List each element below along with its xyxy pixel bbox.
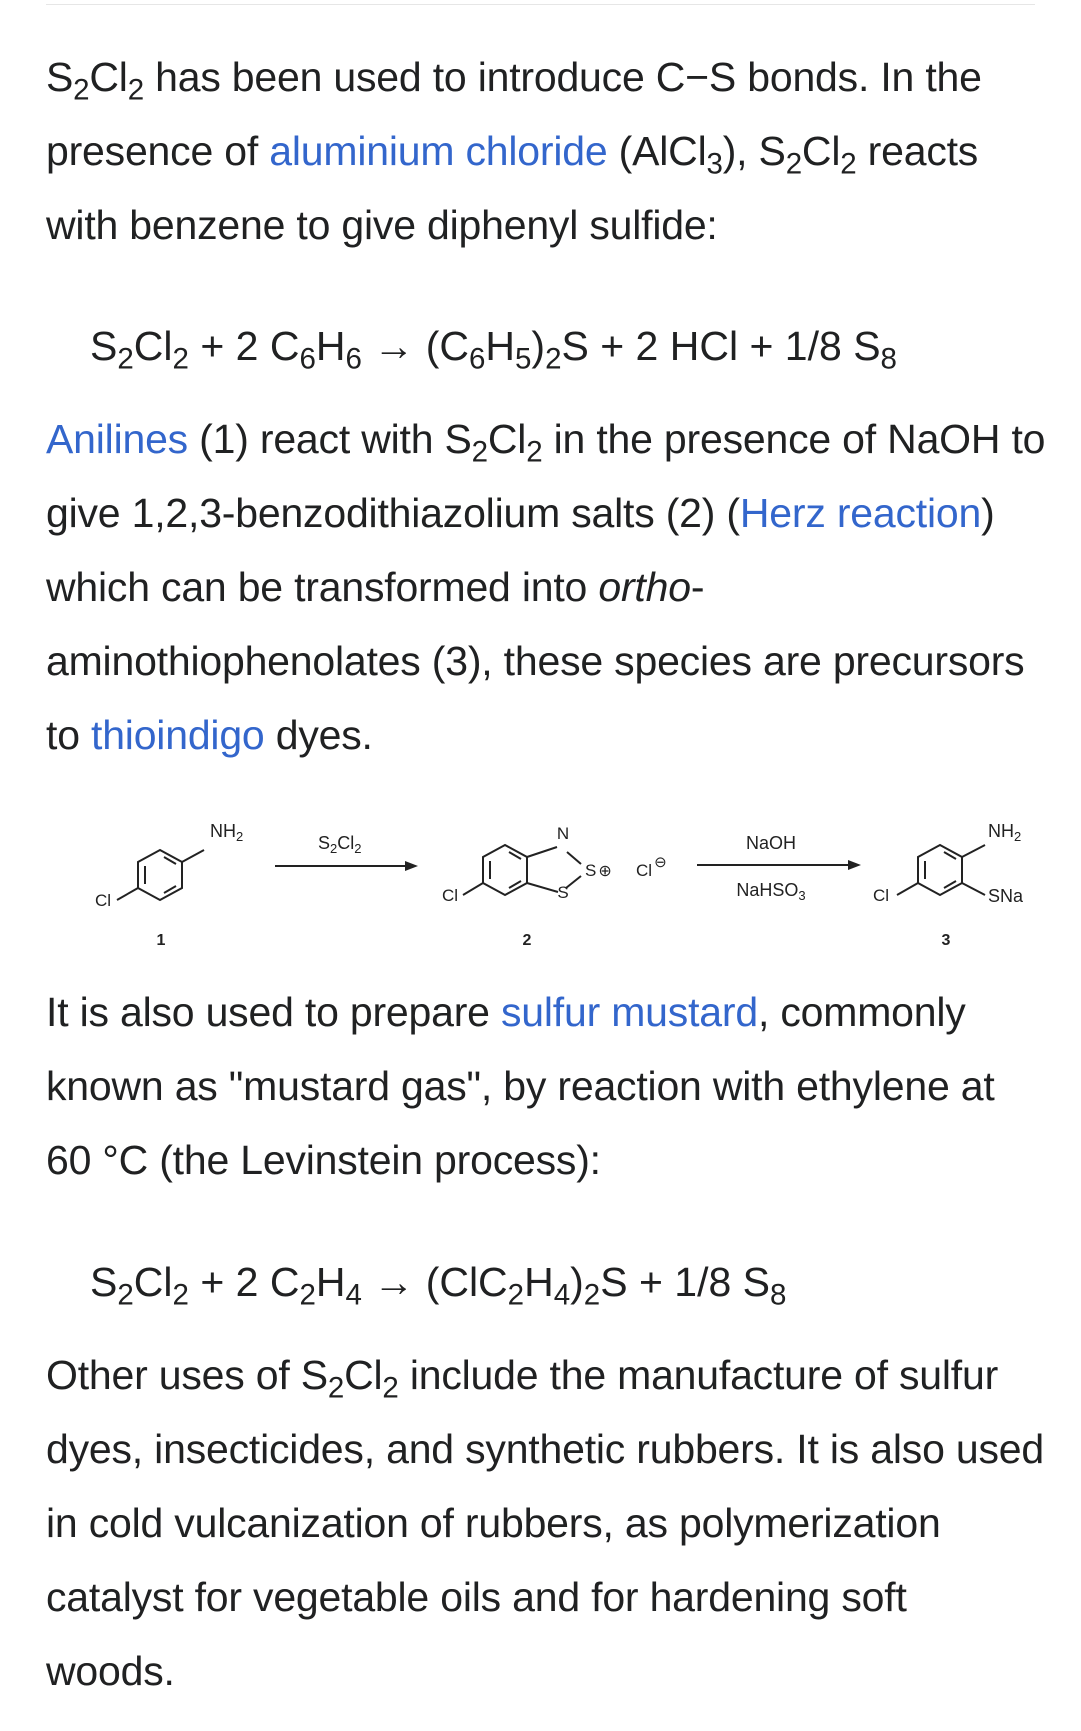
reagent-naoh: NaOH xyxy=(745,833,797,853)
benzene-ring-1 xyxy=(117,850,204,900)
text: Cl xyxy=(801,128,841,174)
text: Other uses of S xyxy=(46,1352,328,1398)
equation-levinstein: $S_2Cl_2 + 2$ $C_2H_4 \to (ClC_2H_4)_2S + 1/8$ $S_8$ xyxy=(90,1259,787,1312)
link-herz-reaction[interactable]: Herz reaction xyxy=(739,490,982,536)
text: It is also used to prepare xyxy=(46,989,501,1035)
reaction-scheme xyxy=(0,800,1081,970)
paragraph-intro xyxy=(46,40,1046,262)
thiolate-label: SNa xyxy=(988,886,1024,906)
link-aluminium-chloride[interactable]: aluminium chloride xyxy=(269,128,608,174)
top-divider xyxy=(46,4,1035,5)
amine-label: $NH_2$ xyxy=(988,821,1022,844)
chloride-anion-label: Cl ⊖ xyxy=(636,854,667,880)
subscript: 3 xyxy=(706,147,723,181)
chlorine-label: Cl xyxy=(442,886,459,905)
subscript: 2 xyxy=(785,147,802,181)
subscript: 2 xyxy=(327,1371,345,1405)
text: Cl xyxy=(487,416,527,462)
text: (AlCl xyxy=(607,128,707,174)
nitrogen-label: N xyxy=(556,824,570,843)
subscript: 2 xyxy=(526,435,543,469)
text: ) which can be transformed into xyxy=(46,490,995,610)
reagent-nahso3: NaHSO$_3$ xyxy=(736,880,806,903)
subscript: 2 xyxy=(73,73,90,107)
sulfur-label: S xyxy=(557,883,569,902)
subscript: 2 xyxy=(840,147,857,181)
subscript: 2 xyxy=(471,435,488,469)
chlorine-label: Cl xyxy=(95,891,112,910)
equation-diphenyl-sulfide: $S_2Cl_2 + 2$ $C_6H_6 \to (C_6H_5)_2S + 2$ HCl + 1/8 $S_8$ xyxy=(90,323,897,376)
link-sulfur-mustard[interactable]: sulfur mustard xyxy=(500,989,758,1035)
link-thioindigo[interactable]: thioindigo xyxy=(91,712,265,758)
benzene-ring-3 xyxy=(897,845,985,895)
amine-label: $NH_2$ xyxy=(210,821,244,844)
text: reacts with benzene to give diphenyl sulfide: xyxy=(46,128,979,248)
chlorine-label: Cl xyxy=(873,886,890,905)
text: S xyxy=(46,54,74,100)
subscript: 2 xyxy=(382,1371,399,1405)
text: Cl xyxy=(344,1352,383,1398)
paragraph-anilines xyxy=(46,402,1046,772)
text: Cl xyxy=(89,54,128,100)
text: , commonly known as "mustard gas", by reaction with ethylene at 60 °C (the Levinstein process): xyxy=(46,989,995,1183)
compound-number-3: 3 xyxy=(941,932,951,949)
text: -aminothiophenolates (3), these species are precursors to xyxy=(46,564,1025,758)
text: ), S xyxy=(722,128,786,174)
compound-number-1: 1 xyxy=(156,932,166,949)
text: in the presence of NaOH to give 1,2,3-benzodithiazolium salts (2) ( xyxy=(46,416,1046,536)
paragraph-other-uses xyxy=(46,1338,1046,1708)
text: dyes. xyxy=(264,712,373,758)
subscript: 2 xyxy=(127,73,144,107)
text: has been used to introduce C−S bonds. In the presence of xyxy=(46,54,982,174)
link-anilines[interactable]: Anilines xyxy=(46,416,188,462)
sulfur-cation-label: S ⊕ xyxy=(585,861,612,880)
text: include the manufacture of sulfur dyes, insecticides, and synthetic rubbers. It is also used in cold vulcanization of rubbers, as polymerization catalyst for vegetable oils and for hardening soft woods. xyxy=(46,1352,1044,1694)
compound-number-2: 2 xyxy=(522,932,532,949)
text: (1) react with S xyxy=(187,416,472,462)
italic-text: ortho xyxy=(598,564,691,610)
paragraph-sulfur-mustard xyxy=(46,975,1046,1197)
reagent-s2cl2: $S_2Cl_2$ xyxy=(318,833,362,856)
